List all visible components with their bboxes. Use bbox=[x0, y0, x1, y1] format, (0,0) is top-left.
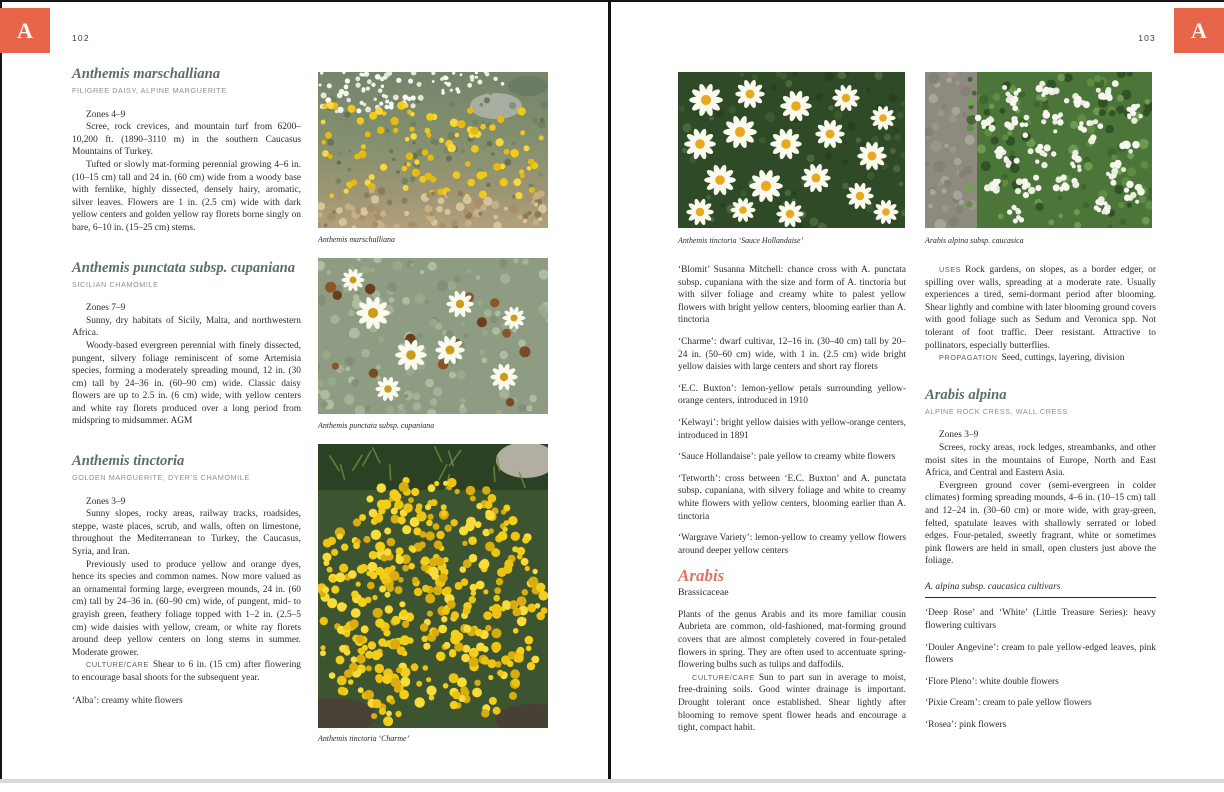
cultivar-item: ‘Charme’: dwarf cultivar, 12–16 in. (30–40 cm) tall by 20–24 in. (50–60 cm) wide, with 1 in. (2.5 cm) wide bright yellow daisies with large centers and short ray florets bbox=[678, 336, 906, 373]
alpha-index-tab-right: A bbox=[1174, 8, 1224, 53]
habitat-paragraph: Sunny slopes, rocky areas, railway tracks, roadsides, steppe, waste places, scrub, and walls, often on limestone, throughout the Mediterranean to Turkey, the Caucasus, Syria, and Iran. bbox=[72, 509, 301, 558]
photo-anthemis-punctata bbox=[318, 258, 548, 414]
genus-heading: Arabis bbox=[678, 566, 725, 586]
photo-caption: Anthemis tinctoria ‘Sauce Hollandaise’ bbox=[678, 236, 804, 245]
zones-line: Zones 4–9 bbox=[86, 109, 126, 120]
uses-text: Rock gardens, on slopes, as a border edger, or spilling over walls, spreading at a moderate rate. Usually experiences a tired, semi-dormant period after blooming. Shear lightly and combine with later blooming ground covers with good foliage such as Sedum and Veronica spp. Not tolerant of foot traffic. Deer resistant. Attractive to pollinators, especially butterflies. bbox=[925, 265, 1156, 351]
top-edge-line bbox=[0, 0, 1224, 2]
photo-anthemis-punctata-image bbox=[318, 258, 548, 414]
entry-anthemis-marschalliana bbox=[72, 66, 301, 235]
description-paragraph: Woody-based evergreen perennial with finely dissected, pungent, silvery foliage reminiscent of some Artemisia species, forming a moderately spreading mound, 12 in. (30 cm) tall by 24–36 in. (60–90 cm) wide. Classic daisy flowers are up to 2.5 in. (6 cm) wide, with yellow centers and white ray florets produced over a long period from midspring to midsummer. AGM bbox=[72, 340, 301, 427]
right-page-left-column bbox=[678, 264, 906, 744]
species-heading: Anthemis marschalliana bbox=[72, 66, 221, 82]
cultivar-item: ‘Pixie Cream’: cream to pale yellow flowers bbox=[925, 698, 1092, 709]
common-names: ALPINE ROCK CRESS, WALL CRESS bbox=[925, 406, 1068, 416]
zones-line: Zones 7–9 bbox=[86, 303, 126, 314]
photo-arabis-alpina-caucasica-image bbox=[925, 72, 1152, 228]
right-page-right-column bbox=[925, 264, 1156, 741]
common-names: SICILIAN CHAMOMILE bbox=[72, 279, 159, 289]
entry-arabis-alpina bbox=[925, 387, 1156, 732]
entry-anthemis-punctata bbox=[72, 260, 301, 429]
cultivar-item: ‘E.C. Buxton’: lemon-yellow petals surrounding yellow-orange centers, introduced in 1910 bbox=[678, 383, 906, 407]
cultivar-item: ‘Blomit’ Susanna Mitchell: chance cross with A. punctata subsp. cupaniana with the size and form of A. tinctoria but with silver foliage and creamy white to palest yellow flowers with bright yellow centers, blooming earlier than A. tinctoria bbox=[678, 265, 906, 326]
cultivar-item: ‘Rosea’: pink flowers bbox=[925, 720, 1007, 731]
cultivar-item: ‘Tetworth’: cross between ‘E.C. Buxton’ and A. punctata subsp. cupaniana, with silvery foliage and white to creamy white flowers with yellow centers, blooming earlier than A. tinctoria bbox=[678, 473, 906, 522]
habitat-paragraph: Sunny, dry habitats of Sicily, Malta, and northwestern Africa. bbox=[72, 315, 301, 339]
propagation-paragraph bbox=[925, 352, 1156, 365]
description-paragraph: Evergreen ground cover (semi-evergreen in colder climates) forming spreading mounds, 4–6 in. (10–15 cm) tall and 12–24 in. (30–60 cm) or more wide, with gray-green, felted, spatulate leaves with shallowly serrated or lobed edges. Four-petaled, sweetly fragrant, white or sometimes pink flowers are held in small, open clusters just above the foliage. bbox=[925, 480, 1156, 567]
photo-anthemis-marschalliana bbox=[318, 72, 548, 228]
cultivar-item: ‘Sauce Hollandaise’: pale yellow to creamy white flowers bbox=[678, 452, 896, 463]
left-page-text-column bbox=[72, 66, 301, 732]
left-edge-line bbox=[0, 0, 2, 780]
cultivar-item: ‘Wargrave Variety’: lemon-yellow to creamy yellow flowers around deeper yellow centers bbox=[678, 533, 906, 556]
bottom-edge-line bbox=[0, 779, 1224, 783]
uses-paragraph bbox=[925, 264, 1156, 352]
photo-anthemis-marschalliana-image bbox=[318, 72, 548, 228]
cultivar-item: ‘Kelwayi’: bright yellow daisies with yellow-orange centers, introduced in 1891 bbox=[678, 417, 906, 441]
culture-care-paragraph bbox=[72, 659, 301, 684]
culture-care-label: CULTURE/CARE bbox=[86, 660, 149, 670]
common-names: GOLDEN MARGUERITE, DYER’S CHAMOMILE bbox=[72, 473, 250, 483]
uses-label: USES bbox=[939, 265, 962, 274]
family-name: Brassicaceae bbox=[678, 587, 729, 599]
description-paragraph: Previously used to produce yellow and orange dyes, hence its species and common names. Now more valued as an ornamental forming large, evergreen mounds, 24 in. (60 cm) tall by 24–36 in. (60–90 cm) wide, of pungent, mid- to grayish green, feathery foliage topped with 1–2 in. (2.5–5 cm) wide daisies with yellow, cream, or white ray florets around deep yellow centers on long stems in summer. Moderate grower. bbox=[72, 559, 301, 658]
cultivar-list bbox=[925, 607, 1156, 731]
culture-care-text: Sun to part sun in average to moist, free-draining soils. Good winter drainage is important. Drought tolerant once established. Shear lightly after blooming to remove spent flower heads and encourage a tight, compact habit. bbox=[678, 672, 906, 734]
culture-care-label: CULTURE/CARE bbox=[692, 672, 755, 682]
culture-care-text: Shear to 6 in. (15 cm) after flowering to encourage basal shoots for the subsequent year. bbox=[72, 660, 301, 683]
photo-caption: Anthemis tinctoria ‘Charme’ bbox=[318, 734, 410, 743]
photo-anthemis-tinctoria-charme bbox=[318, 444, 548, 728]
photo-caption: Anthemis punctata subsp. cupaniana bbox=[318, 421, 435, 430]
zones-line: Zones 3–9 bbox=[86, 496, 126, 507]
photo-arabis-alpina-caucasica bbox=[925, 72, 1152, 228]
photo-caption: Anthemis marschalliana bbox=[318, 235, 395, 244]
culture-care-paragraph bbox=[678, 672, 906, 735]
center-gutter-line bbox=[608, 0, 611, 780]
cultivar-divider bbox=[925, 597, 1156, 598]
genus-intro-paragraph: Plants of the genus Arabis and its more familiar cousin Aubrieta are common, old-fashioned, mat-forming ground covers that are almost completely covered in four-petaled flowers in spring. They are often used to accentuate spring-flowering bulbs such as tulips and daffodils. bbox=[678, 609, 906, 671]
alpha-index-tab-left: A bbox=[0, 8, 50, 53]
common-names: FILIGREE DAISY, ALPINE MARGUERITE bbox=[72, 86, 227, 95]
cultivar-item: ‘Douler Angevine’: cream to pale yellow-edged leaves, pink flowers bbox=[925, 642, 1156, 666]
habitat-paragraph: Screes, rocky areas, rock ledges, streambanks, and other moist sites in the mountains of Europe, North and East Africa, and Central and Eastern Asia. bbox=[925, 442, 1156, 479]
cultivar-group-label: A. alpina subsp. caucasica cultivars bbox=[925, 581, 1061, 592]
entry-anthemis-tinctoria bbox=[72, 453, 301, 707]
photo-anthemis-tinctoria-charme-image bbox=[318, 444, 548, 728]
photo-anthemis-sauce-hollandaise-image bbox=[678, 72, 905, 228]
propagation-label: PROPAGATION bbox=[939, 353, 998, 363]
cultivar-note: ‘Alba’: creamy white flowers bbox=[72, 695, 183, 706]
species-heading: Arabis alpina bbox=[925, 386, 1007, 403]
photo-caption: Arabis alpina subsp. caucasica bbox=[925, 236, 1024, 245]
habitat-paragraph: Scree, rock crevices, and mountain turf from 6200–10,200 ft. (1890–3110 m) in the southern Caucasus Mountains of Turkey. bbox=[72, 122, 301, 158]
species-heading: Anthemis punctata subsp. cupaniana bbox=[72, 259, 296, 276]
page-number-left: 102 bbox=[72, 33, 90, 43]
propagation-text: Seed, cuttings, layering, division bbox=[1001, 353, 1125, 364]
species-heading: Anthemis tinctoria bbox=[72, 453, 185, 470]
cultivar-item: ‘Deep Rose’ and ‘White’ (Little Treasure Series): heavy flowering cultivars bbox=[925, 608, 1156, 632]
photo-anthemis-sauce-hollandaise bbox=[678, 72, 905, 228]
description-paragraph: Tufted or slowly mat-forming perennial growing 4–6 in. (10–15 cm) tall and 24 in. (60 cm) wide from a woody base with fernlike, highly dissected, densely hairy, aromatic, silver leaves. Flowers are 1 in. (2.5 cm) wide with dark yellow centers and golden yellow ray florets borne singly on bare, 6–10 in. (15–25 cm) stems. bbox=[72, 159, 301, 233]
page-number-right: 103 bbox=[1138, 33, 1156, 43]
zones-line: Zones 3–9 bbox=[939, 430, 979, 441]
cultivar-item: ‘Flore Pleno’: white double flowers bbox=[925, 676, 1059, 687]
